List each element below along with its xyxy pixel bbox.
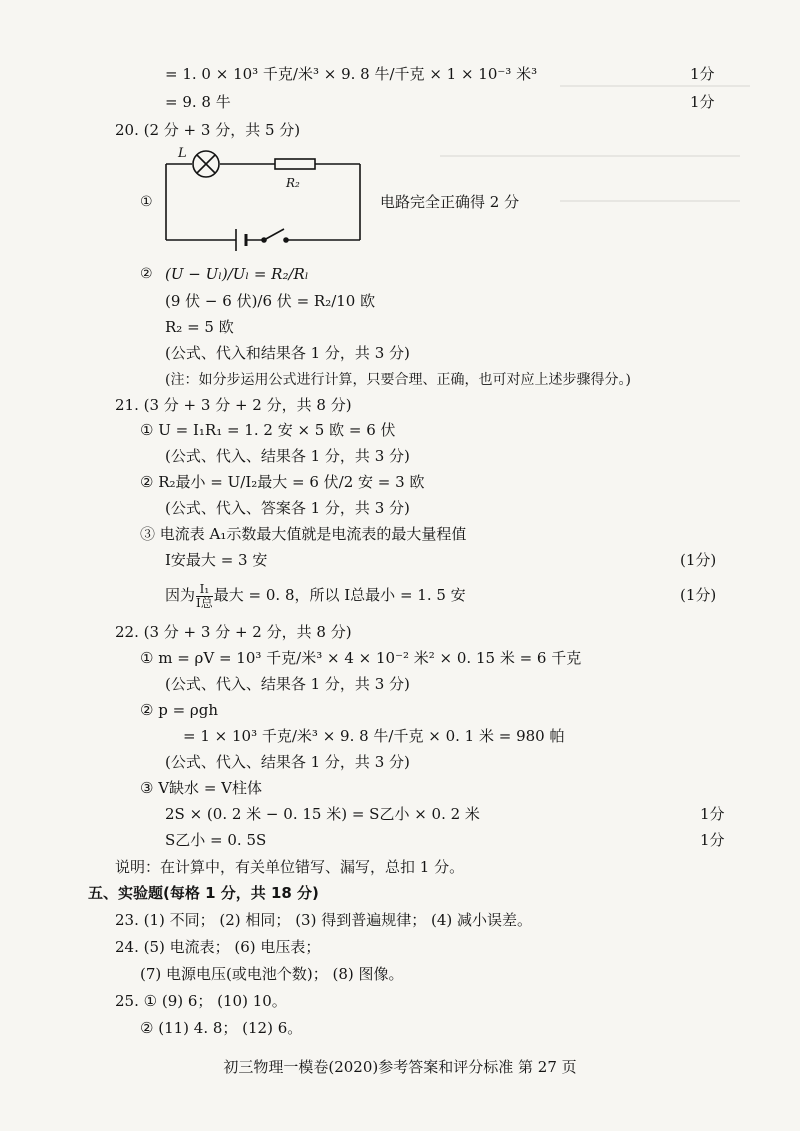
q19-line1: = 1. 0 × 10³ 千克/米³ × 9. 8 牛/千克 × 1 × 10⁻³ 米³ [165,65,538,83]
q21-line1: ① U = I₁R₁ = 1. 2 安 × 5 欧 = 6 伏 [140,421,396,439]
q21-header: 21. (3 分 + 3 分 + 2 分，共 8 分) [115,396,352,414]
q21-line2: (公式、代入、结果各 1 分，共 3 分) [165,447,410,465]
q22-line6: ③ V缺水 = V柱体 [140,779,262,797]
q25-answers-line1: 25. ① (9) 6； (10) 10。 [115,992,287,1010]
switch-icon [262,229,288,242]
bleed-through-mark [560,200,740,202]
q20-part2-marker: ② [140,266,153,282]
page-footer: 初三物理一模卷(2020)参考答案和评分标准 第 27 页 [223,1058,577,1076]
fraction-numerator: I₁ [196,583,213,597]
q20-eq3: R₂ = 5 欧 [165,318,234,336]
lamp-icon [193,151,219,177]
q20-header: 20. (2 分 + 3 分，共 5 分) [115,121,301,139]
q22-line7: 2S × (0. 2 米 − 0. 15 米) = S乙小 × 0. 2 米 [165,805,480,823]
q22-line3: ② p = ρgh [140,701,219,719]
bleed-through-mark [440,155,740,157]
circuit-note: 电路完全正确得 2 分 [380,193,520,211]
q22-line1: ① m = ρV = 10³ 千克/米³ × 4 × 10⁻² 米² × 0. 15 米 = 6 千克 [140,649,582,667]
q22-line8-score: 1分 [700,831,725,849]
q21-line5: ③ 电流表 A₁示数最大值就是电流表的最大量程值 [140,525,467,543]
q23-answers: 23. (1) 不同； (2) 相同； (3) 得到普遍规律； (4) 减小误差。 [115,911,532,929]
q22-header: 22. (3 分 + 3 分 + 2 分，共 8 分) [115,623,352,641]
q21-line7-suffix: 最大 = 0. 8，所以 I总最小 = 1. 5 安 [213,586,466,604]
q21-line7-prefix: 因为 [165,586,196,604]
q24-answers-line1: 24. (5) 电流表； (6) 电压表； [115,938,321,956]
circuit-diagram [160,140,370,255]
q22-line8: S乙小 = 0. 5S [165,831,267,849]
q24-answers-line2: (7) 电源电压(或电池个数)； (8) 图像。 [140,965,404,983]
q22-line7-score: 1分 [700,805,725,823]
q22-line4: = 1 × 10³ 千克/米³ × 9. 8 牛/千克 × 0. 1 米 = 980 帕 [183,727,565,745]
q25-answers-line2: ② (11) 4. 8； (12) 6。 [140,1019,303,1037]
battery-icon [236,229,246,251]
q21-line7 [165,580,466,610]
unit-error-remark: 说明：在计算中，有关单位错写、漏写，总扣 1 分。 [115,858,465,876]
q21-line4: (公式、代入、答案各 1 分，共 3 分) [165,499,410,517]
current-ratio-fraction [196,583,213,610]
q19-line1-score: 1分 [690,65,715,83]
q20-eq1: (U − Uₗ)/Uₗ = R₂/Rₗ [165,265,309,283]
q20-note2: (注：如分步运用公式进行计算，只要合理、正确，也可对应上述步骤得分。) [165,372,631,388]
q20-part1-marker: ① [140,194,153,210]
q20-note1: (公式、代入和结果各 1 分，共 3 分) [165,344,410,362]
q22-line5: (公式、代入、结果各 1 分，共 3 分) [165,753,410,771]
q21-line6: I安最大 = 3 安 [165,551,268,569]
section5-title: 五、实验题(每格 1 分，共 18 分) [88,884,319,902]
q19-line2: = 9. 8 牛 [165,93,231,111]
q22-line2: (公式、代入、结果各 1 分，共 3 分) [165,675,410,693]
bleed-through-mark [560,85,750,87]
q21-line7-score: (1分) [680,586,717,604]
resistor-icon [275,159,315,169]
fraction-denominator: I总 [196,595,213,610]
q21-line3: ② R₂最小 = U/I₂最大 = 6 伏/2 安 = 3 欧 [140,473,425,491]
q21-line6-score: (1分) [680,551,717,569]
lamp-label: L [178,146,187,161]
resistor-label: R₂ [286,176,300,190]
q19-line2-score: 1分 [690,93,715,111]
q20-eq2: (9 伏 − 6 伏)/6 伏 = R₂/10 欧 [165,292,376,310]
